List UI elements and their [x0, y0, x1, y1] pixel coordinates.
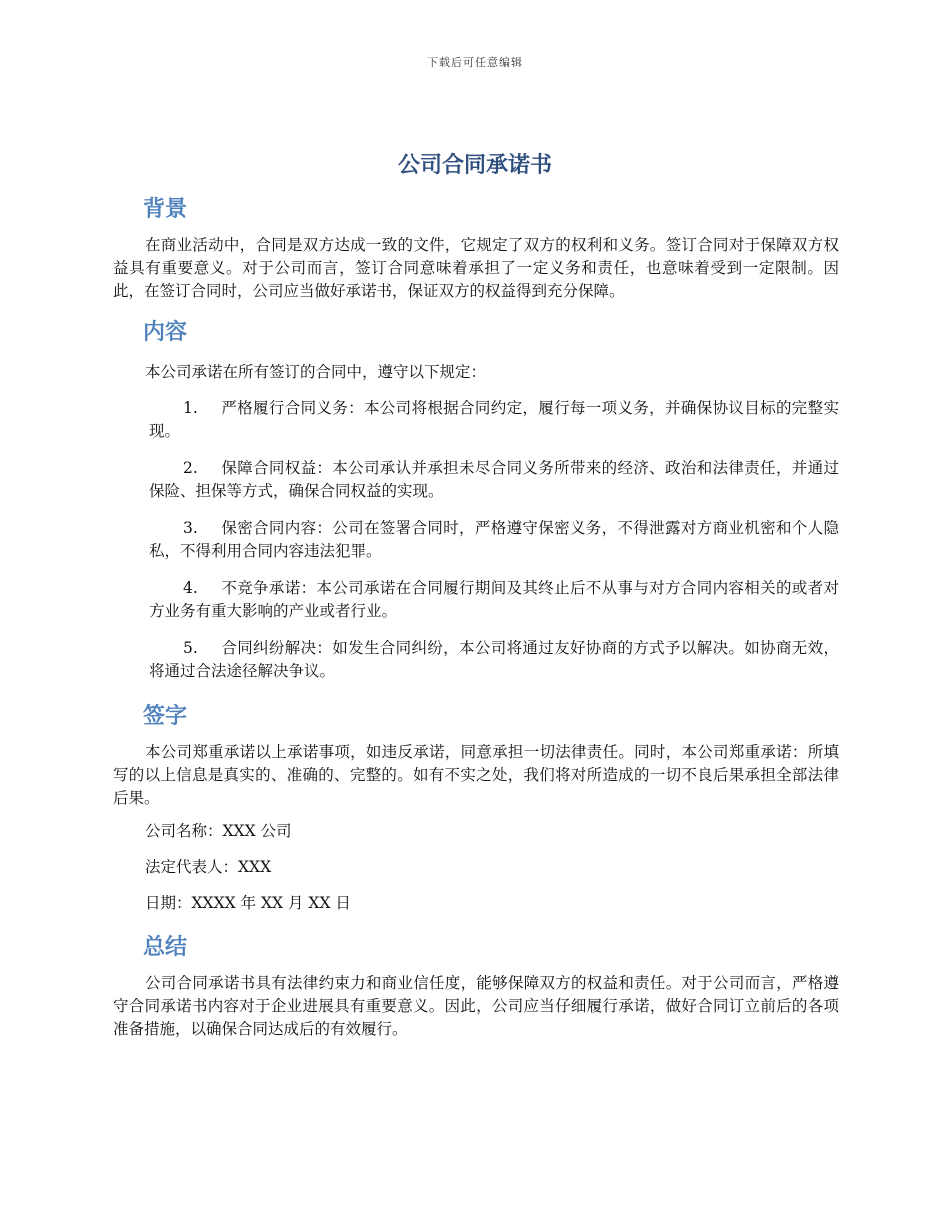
- background-paragraph: 在商业活动中，合同是双方达成一致的文件，它规定了双方的权利和义务。签订合同对于保障双方权益具有重要意义。对于公司而言，签订合同意味着承担了一定义务和责任，也意味着受到一定限制。因此，在签订合同时，公司应当做好承诺书，保证双方的权益得到充分保障。: [113, 236, 839, 300]
- commitment-list: [113, 397, 839, 683]
- list-item-text: 不竞争承诺：本公司承诺在合同履行期间及其终止后不从事与对方合同内容相关的或者对方业务有重大影响的产业或者行业。: [149, 579, 839, 620]
- list-item-text: 严格履行合同义务：本公司将根据合同约定，履行每一项义务，并确保协议目标的完整实现。: [149, 399, 839, 440]
- list-item: [149, 397, 839, 443]
- list-item-number: 3.: [183, 519, 198, 537]
- company-name-field: 公司名称：XXX 公司: [145, 822, 292, 840]
- list-item-number: 2.: [183, 459, 198, 477]
- section-heading-content: 内容: [143, 320, 188, 345]
- list-item: [149, 517, 839, 563]
- date-field: 日期：XXXX 年 XX 月 XX 日: [145, 894, 351, 912]
- list-item-text: 保密合同内容：公司在签署合同时，严格遵守保密义务，不得泄露对方商业机密和个人隐私，不得利用合同内容违法犯罪。: [149, 519, 839, 560]
- section-content: [113, 313, 839, 683]
- list-item: [149, 457, 839, 503]
- section-heading-signature: 签字: [143, 704, 188, 729]
- page-header: 下载后可任意编辑: [427, 56, 523, 69]
- document-title: 公司合同承诺书: [397, 153, 552, 178]
- section-heading-background: 背景: [143, 197, 188, 222]
- list-item-text: 合同纠纷解决：如发生合同纠纷，本公司将通过友好协商的方式予以解决。如协商无效，将通过合法途径解决争议。: [149, 639, 839, 680]
- section-background: [113, 190, 839, 303]
- document-body: [113, 190, 839, 1051]
- content-intro: 本公司承诺在所有签订的合同中，遵守以下规定：: [145, 363, 487, 381]
- signature-paragraph: 本公司郑重承诺以上承诺事项，如违反承诺，同意承担一切法律责任。同时，本公司郑重承诺：所填写的以上信息是真实的、准确的、完整的。如有不实之处，我们将对所造成的一切不良后果承担全部法律后果。: [113, 743, 839, 807]
- legal-representative-field: 法定代表人：XXX: [145, 858, 272, 876]
- section-signature: [113, 697, 839, 915]
- section-heading-summary: 总结: [143, 935, 188, 960]
- list-item-text: 保障合同权益：本公司承认并承担未尽合同义务所带来的经济、政治和法律责任，并通过保险、担保等方式，确保合同权益的实现。: [149, 459, 839, 500]
- list-item-number: 5.: [183, 639, 198, 657]
- section-summary: [113, 928, 839, 1041]
- list-item-number: 1.: [183, 399, 198, 417]
- summary-paragraph: 公司合同承诺书具有法律约束力和商业信任度，能够保障双方的权益和责任。对于公司而言，严格遵守合同承诺书内容对于企业进展具有重要意义。因此，公司应当仔细履行承诺，做好合同订立前后的各项准备措施，以确保合同达成后的有效履行。: [113, 974, 839, 1038]
- list-item: [149, 637, 839, 683]
- list-item: [149, 577, 839, 623]
- list-item-number: 4.: [183, 579, 198, 597]
